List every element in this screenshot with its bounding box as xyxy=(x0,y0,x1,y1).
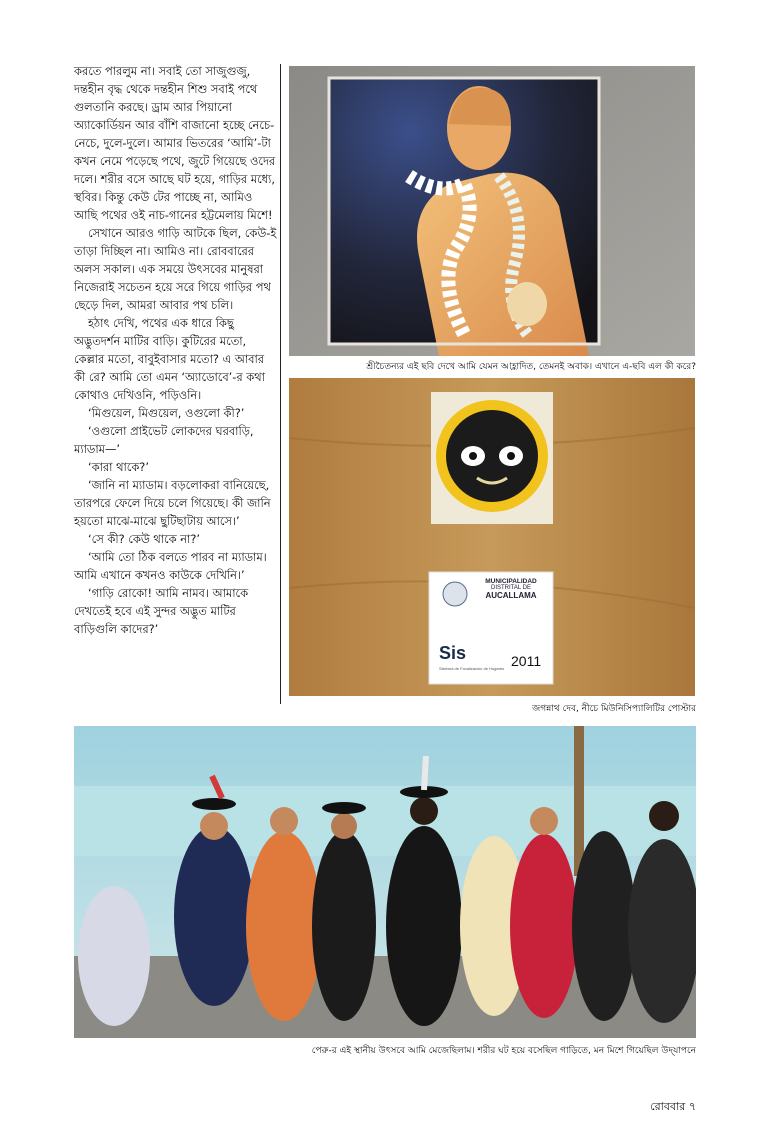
article-paragraph: ‘সে কী? কেউ থাকে না?’ xyxy=(88,532,200,546)
wood-wall-image xyxy=(289,378,695,696)
article-paragraph: সেখানে আরও গাড়ি আটকে ছিল, কেউ-ই তাড়া দিচ্ছিল না। আমিও না। রোববারের অলস সকাল। এক সময়ে উৎসবের মানুষরা নিজেরাই সচেতন হয়ে সরে গিয়ে গাড়ির পথ ছেড়ে দিল, আমরা আবার পথ চলি। xyxy=(74,226,277,312)
sign-brand: Sis xyxy=(439,643,467,663)
painting-caption: শ্রীচৈতন্যর এই ছবি দেখে আমি যেমন আহ্লাদিত, তেমনই অবাক। এখানে এ-ছবি এল কী করে? xyxy=(366,362,696,372)
column-divider xyxy=(280,64,281,704)
sign-line: AUCALLAMA xyxy=(485,591,537,600)
article-paragraph: ‘জানি না ম্যাডাম। বড়লোকরা বানিয়েছে, তারপরে ফেলে দিয়ে চলে গিয়েছে। কী জানি হয়তো মাঝে-মাঝে ছুটিছাটায় আসে।’ xyxy=(74,478,271,528)
poster-caption: জগন্নাথ দেব, নীচে মিউনিসিপ্যালিটির পোস্টার xyxy=(532,704,696,714)
article-paragraph: ‘কারা থাকে?’ xyxy=(88,460,149,474)
painting-image xyxy=(289,66,695,356)
article-column xyxy=(74,62,278,638)
article-paragraph: ‘মিগুয়েল, মিগুয়েল, ওগুলো কী?’ xyxy=(88,406,245,420)
sign-line: DISTRITAL DE xyxy=(490,585,531,591)
festival-photo xyxy=(74,726,696,1038)
article-paragraph: ‘আমি তো ঠিক বলতে পারব না ম্যাডাম। আমি এখানে কখনও কাউকে দেখিনি।’ xyxy=(74,550,267,582)
article-paragraph: করতে পারলুম না। সবাই তো সাজুগুজু, দন্তহীন বৃদ্ধ থেকে দন্তহীন শিশু সবাই পথে গুলতানি করছে। ড্রাম আর পিয়ানো অ্যাকোর্ডিয়ন আর বাঁশি বাজানো হচ্ছে নেচে-নেচে, দুলে-দুলে। আমার ভিতরের ‘আমি’-টা কখন নেমে পড়েছে পথে, জুটে গিয়েছে ওদের দলে। শরীর বসে আছে ঘট হয়ে, গাড়ির মধ্যে, স্থবির। কিন্তু কেউ টের পাচ্ছে না, আমিও আছি পথের ওই নাচ-গানের হট্টমেলায় মিশে! xyxy=(74,64,276,222)
poster-photo xyxy=(289,378,695,696)
article-paragraph: ‘ওগুলো প্রাইভেট লোকদের ঘরবাড়ি, ম্যাডাম—’ xyxy=(74,424,254,456)
sign-year: 2011 xyxy=(511,653,542,669)
painting-photo xyxy=(289,66,695,356)
festival-caption: পেরু-র এই স্থানীয় উৎসবে আমি মেজেছিলাম। শরীর ঘট হয়ে বসেছিল গাড়িতে, মন মিশে গিয়েছিল উদ্‌যাপনে xyxy=(311,1046,696,1056)
municipal-sign xyxy=(471,578,551,600)
page-footer: রোববার ৭ xyxy=(650,1100,696,1113)
sign-subtitle: Sistema de Focalización de Hogares xyxy=(439,666,505,671)
article-paragraph: ‘গাড়ি রোকো! আমি নামব। আমাকে দেখতেই হবে এই সুন্দর অদ্ভুত মাটির বাড়িগুলি কাদের?’ xyxy=(74,586,249,636)
festival-image xyxy=(74,726,696,1038)
article-paragraph: হঠাৎ দেখি, পথের এক ধারে কিছু অদ্ভুতদর্শন মাটির বাড়ি। কুটিরের মতো, কেল্লার মতো, বাবুইবাসার মতো? এ আবার কী রে? আমি তো এমন ‘অ্যাডোবে’-র কথা কোথাও দেখিওনি, পড়িওনি। xyxy=(74,316,265,402)
sign-line: MUNICIPALIDAD xyxy=(485,578,537,585)
